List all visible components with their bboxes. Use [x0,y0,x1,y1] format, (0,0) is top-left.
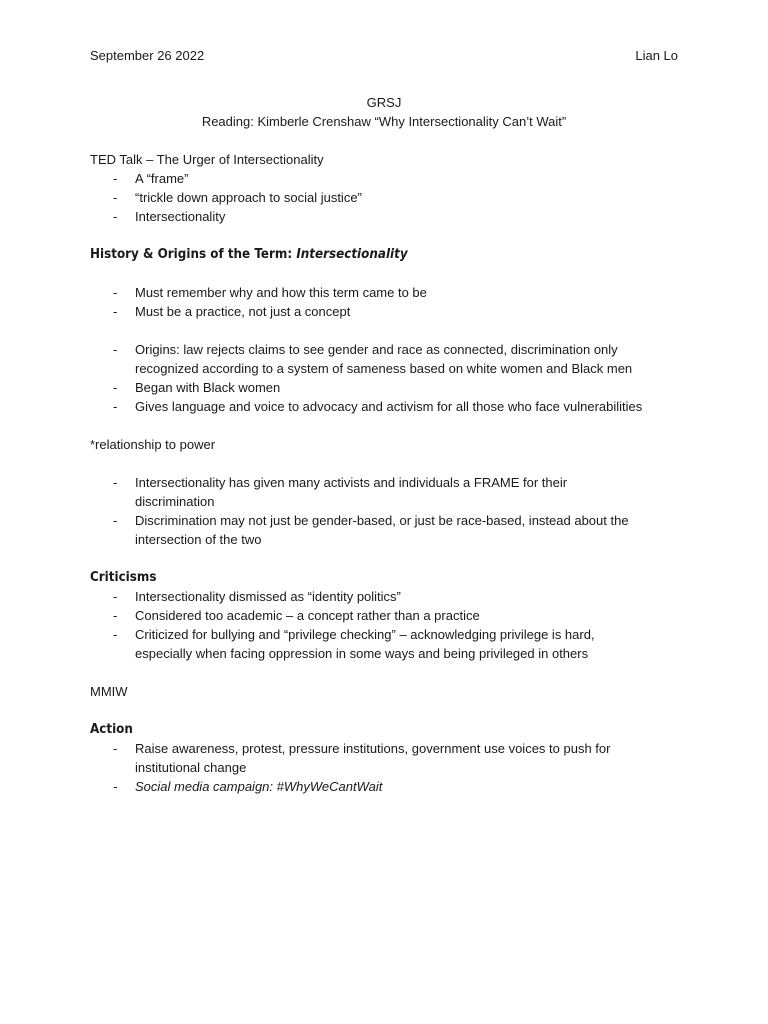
list-item: - Gives language and voice to advocacy and activism for all those who face vulnerabilities [90,397,665,416]
history-list-3 [90,473,665,549]
list-item: - Intersectionality has given many activists and individuals a FRAME for their discrimination [90,473,665,511]
course-title: GRSJ [366,95,402,110]
history-heading-prefix: History & Origins of the Term: [90,247,297,262]
list-item: - Discrimination may not just be gender-based, or just be race-based, instead about the intersection of the two [90,511,665,549]
criticisms-list [90,587,650,663]
list-item: - Considered too academic – a concept rather than a practice [90,606,650,625]
list-item: - Intersectionality [90,207,690,226]
action-list [90,739,650,796]
ted-list [90,169,690,226]
history-heading [90,245,642,264]
ted-heading: TED Talk – The Urger of Intersectionality [90,152,324,167]
list-item: - Must remember why and how this term came to be [90,283,690,302]
list-item: - “trickle down approach to social justice” [90,188,690,207]
date: September 26 2022 [90,48,205,63]
history-list-1 [90,283,690,321]
criticisms-heading: Criticisms [90,570,157,585]
mmiw-note: MMIW [90,684,128,699]
history-heading-term: Intersectionality [296,247,408,262]
list-item: - Criticized for bullying and “privilege checking” – acknowledging privilege is hard, especially when facing oppression in some ways and being privileged in others [90,625,650,663]
notes-body [90,150,690,796]
power-note: *relationship to power [90,437,216,452]
header-row [90,46,678,65]
reading-title: Reading: Kimberle Crenshaw “Why Intersectionality Can’t Wait” [201,114,567,129]
list-item: - Origins: law rejects claims to see gender and race as connected, discrimination only recognized according to a system of sameness based on white women and Black men [90,340,665,378]
author-name: Lian Lo [635,48,678,63]
action-heading: Action [90,722,133,737]
list-item: - Must be a practice, not just a concept [90,302,690,321]
list-item: - Raise awareness, protest, pressure institutions, government use voices to push for institutional change [90,739,650,777]
history-list-2 [90,340,665,416]
list-item: - Began with Black women [90,378,665,397]
list-item: - Intersectionality dismissed as “identity politics” [90,587,650,606]
list-item: - Social media campaign: #WhyWeCantWait [90,777,650,796]
list-item: - A “frame” [90,169,690,188]
